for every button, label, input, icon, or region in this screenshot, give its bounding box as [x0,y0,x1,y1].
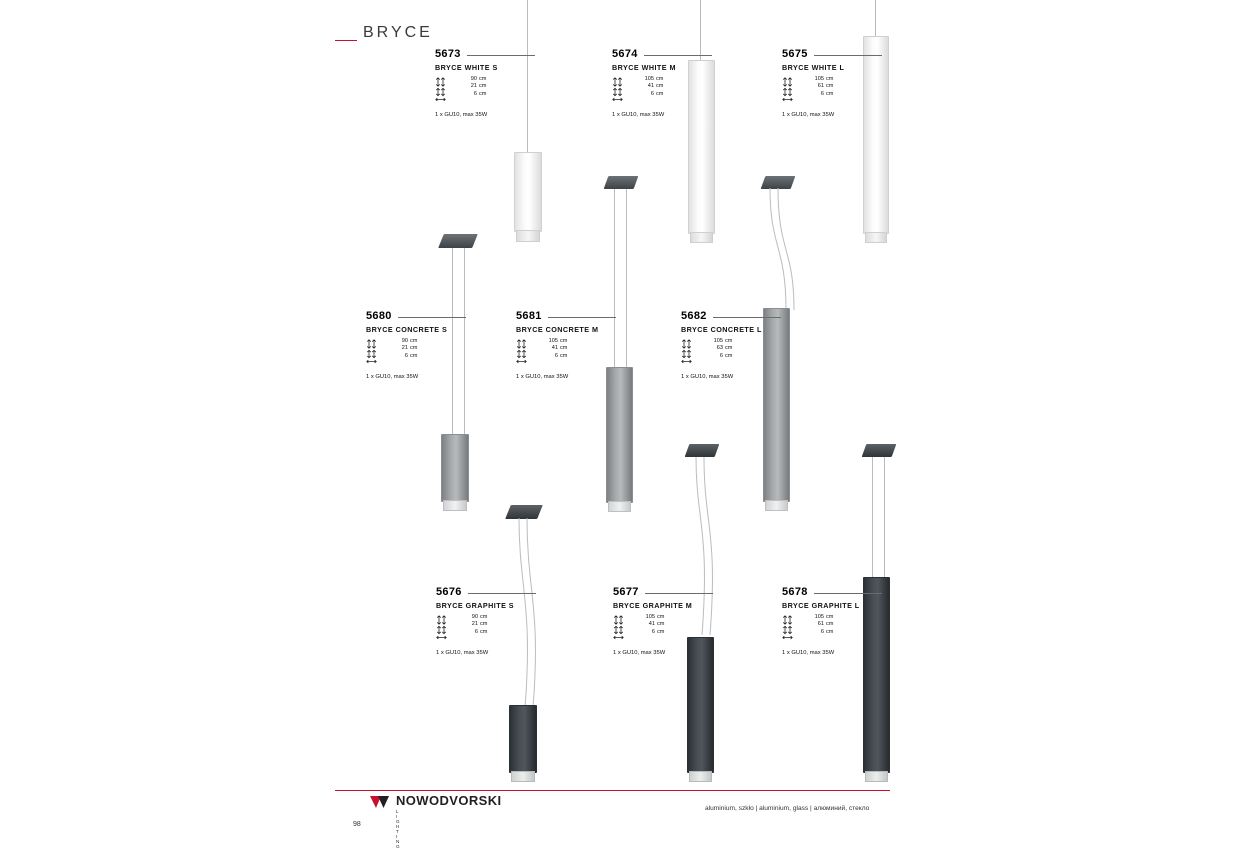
dimension-unit: cm [656,90,664,97]
dimension-list [782,76,932,106]
dimension-list [516,338,666,368]
dimension-value: 105 [713,338,723,344]
page-header [335,24,575,50]
dimension-value: 41 [648,621,655,628]
dimension-unit: cm [480,628,488,635]
materials-text: aluminium, szkło | aluminium, glass | алюминий, стекло [705,805,870,812]
page-title: BRYCE [363,24,433,41]
dimension-value: 6 [473,90,477,97]
dimension-value: 105 [645,614,655,620]
product-spec-5675 [782,48,932,118]
code-rule [645,593,713,594]
bulb-spec: 1 x GU10, max 35W [782,650,835,656]
product-spec-5676 [436,586,586,656]
product-name: BRYCE WHITE M [612,63,676,72]
dimension-unit: cm [826,83,834,90]
dimension-value: 6 [820,90,824,97]
product-code: 5682 [681,310,707,322]
dimension-value: 6 [474,628,478,635]
dimension-value: 6 [404,352,408,359]
code-rule [814,55,882,56]
dimension-unit: cm [410,338,418,344]
dimension-value: 21 [471,621,478,628]
product-name: BRYCE GRAPHITE M [613,601,693,610]
code-rule [644,55,712,56]
product-name: BRYCE CONCRETE S [366,325,448,334]
dimension-unit: cm [480,621,488,628]
dimension-unit: cm [560,338,568,344]
product-spec-5673 [435,48,585,118]
cord-curve-5682 [760,188,820,328]
code-rule [468,593,536,594]
product-code: 5674 [612,48,638,60]
dimension-value: 6 [651,628,655,635]
dimension-unit: cm [826,628,834,635]
dimension-list [613,614,763,644]
footer-accent-rule [335,790,890,791]
dimension-icons [782,614,808,642]
dimension-unit: cm [657,628,665,635]
product-name: BRYCE WHITE S [435,63,498,72]
dimension-unit: cm [479,76,487,82]
brand-name: NOWODVORSKI [396,793,502,808]
dimension-value: 63 [716,345,723,352]
dimension-unit: cm [826,614,834,620]
bulb-spec: 1 x GU10, max 35W [516,374,569,380]
code-rule [713,317,781,318]
dimension-value: 105 [814,76,824,82]
dimension-unit: cm [560,352,568,359]
bulb-spec: 1 x GU10, max 35W [366,374,419,380]
dimension-icons [435,76,461,104]
brand-subtitle: L I G H T I N G [396,809,403,849]
product-code: 5673 [435,48,461,60]
product-code: 5676 [436,586,462,598]
dimension-value: 90 [471,614,478,620]
dimension-icons [612,76,638,104]
product-name: BRYCE CONCRETE L [681,325,762,334]
bulb-spec: 1 x GU10, max 35W [435,112,488,118]
bulb-spec: 1 x GU10, max 35W [612,112,665,118]
dimension-value: 41 [647,83,654,90]
dimension-unit: cm [656,76,664,82]
dimension-list [366,338,516,368]
product-code: 5678 [782,586,808,598]
product-spec-5677 [613,586,763,656]
dimension-unit: cm [725,338,733,344]
dimension-value: 105 [644,76,654,82]
dimension-value: 90 [401,338,408,344]
code-rule [548,317,616,318]
dimension-icons [681,338,707,366]
dimension-unit: cm [725,345,733,352]
dimension-icons [516,338,542,366]
dimension-unit: cm [480,614,488,620]
dimension-list [681,338,831,368]
code-rule [467,55,535,56]
dimension-value: 21 [470,83,477,90]
bulb-spec: 1 x GU10, max 35W [613,650,666,656]
product-spec-5681 [516,310,666,380]
dimension-unit: cm [725,352,733,359]
dimension-unit: cm [410,352,418,359]
dimension-value: 105 [548,338,558,344]
bulb-spec: 1 x GU10, max 35W [782,112,835,118]
dimension-value: 6 [820,628,824,635]
header-accent-rule [335,40,357,41]
dimension-value: 6 [719,352,723,359]
dimension-unit: cm [657,621,665,628]
dimension-unit: cm [656,83,664,90]
dimension-list [612,76,762,106]
dimension-value: 61 [817,621,824,628]
dimension-value: 6 [650,90,654,97]
product-code: 5680 [366,310,392,322]
product-spec-5674 [612,48,762,118]
page-number: 98 [353,821,361,828]
dimension-unit: cm [410,345,418,352]
product-name: BRYCE GRAPHITE S [436,601,515,610]
dimension-icons [613,614,639,642]
product-spec-5682 [681,310,831,380]
dimension-unit: cm [479,90,487,97]
dimension-unit: cm [826,76,834,82]
product-name: BRYCE GRAPHITE L [782,601,860,610]
dimension-value: 61 [817,83,824,90]
dimension-list [436,614,586,644]
product-spec-5680 [366,310,516,380]
dimension-unit: cm [560,345,568,352]
nowodvorski-mark-icon [370,795,394,810]
dimension-value: 90 [470,76,477,82]
dimension-icons [366,338,392,366]
bulb-spec: 1 x GU10, max 35W [681,374,734,380]
product-code: 5675 [782,48,808,60]
dimension-unit: cm [479,83,487,90]
product-code: 5681 [516,310,542,322]
dimension-unit: cm [826,90,834,97]
dimension-unit: cm [657,614,665,620]
dimension-list [435,76,585,106]
dimension-icons [782,76,808,104]
code-rule [814,593,882,594]
product-name: BRYCE WHITE L [782,63,845,72]
product-code: 5677 [613,586,639,598]
dimension-value: 105 [814,614,824,620]
product-name: BRYCE CONCRETE M [516,325,599,334]
bulb-spec: 1 x GU10, max 35W [436,650,489,656]
dimension-value: 21 [401,345,408,352]
dimension-value: 6 [554,352,558,359]
dimension-unit: cm [826,621,834,628]
code-rule [398,317,466,318]
product-spec-5678 [782,586,932,656]
dimension-list [782,614,932,644]
dimension-value: 41 [551,345,558,352]
dimension-icons [436,614,462,642]
